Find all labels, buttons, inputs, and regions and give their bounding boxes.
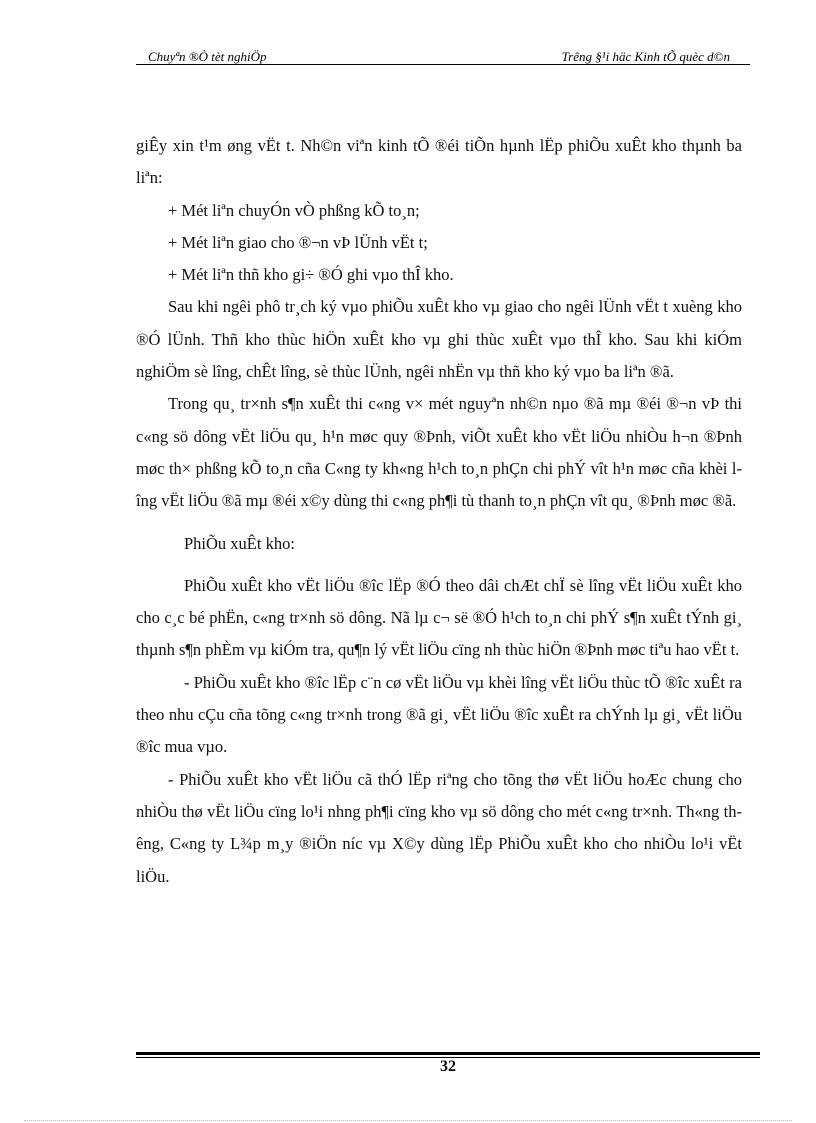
paragraph: - PhiÕu xuÊt kho ®îc lËp c¨n cø vËt liÖu vµ khèi lîng vËt liÖu thùc tÕ ®îc xuÊt ra theo nhu cÇu cña tõng c«ng tr×nh trong ®ã gi¸ vËt liÖu ®îc xuÊt ra chÝnh lµ gi¸ vËt liÖu ®îc mua vµo.	[136, 672, 742, 757]
page-bottom-border	[24, 1120, 792, 1121]
list-item: + Mét liªn giao cho ®¬n vÞ lÜnh vËt t;	[168, 232, 428, 252]
page-number: 32	[440, 1058, 456, 1075]
paragraph-continuation: giÊy xin t¹m øng vËt t. Nh©n viªn kinh tÕ ®éi tiÕn hµnh lËp phiÕu xuÊt kho thµnh ba liªn:	[136, 136, 742, 188]
header-right-text: Trêng §¹i häc Kinh tÕ quèc d©n	[561, 49, 730, 64]
paragraph: Trong qu¸ tr×nh s¶n xuÊt thi c«ng v× mét nguyªn nh©n nµo ®ã mµ ®éi ®¬n vÞ thi c«ng sö dông vËt liÖu qu¸ h¹n møc quy ®Þnh, viÕt xuÊt kho vËt liÖu nhiÒu h¬n ®Þnh møc th× phßng kÕ to¸n cña C«ng ty kh«ng h¹ch to¸n phÇn chi phÝ vît h¹n møc cña khèi lîng vËt liÖu ®ã mµ ®éi x©y dùng thi c«ng ph¶i tù thanh to¸n phÇn vît qu¸ ®Þnh møc ®ã.	[136, 394, 742, 511]
page-header	[136, 48, 750, 68]
paragraph: PhiÕu xuÊt kho vËt liÖu ®îc lËp ®Ó theo dâi chÆt chÏ sè lîng vËt liÖu xuÊt kho cho c¸c bé phËn, c«ng tr×nh sö dông. Nã lµ c¬ së ®Ó h¹ch to¸n chi phÝ s¶n xuÊt tÝnh gi¸ thµnh s¶n phÈm vµ kiÓm tra, qu¶n lý vËt liÖu cïng nh thùc hiÖn ®Þnh møc tiªu hao vËt t.	[136, 575, 742, 660]
list-item: + Mét liªn thñ kho gi÷ ®Ó ghi vµo thÎ kho.	[168, 265, 454, 285]
header-left-text: Chuyªn ®Ò tèt nghiÖp	[148, 49, 267, 64]
paragraph: - PhiÕu xuÊt kho vËt liÖu cã thÓ lËp riªng cho tõng thø vËt liÖu hoÆc chung cho nhiÒu thø vËt liÖu cïng lo¹i nhng ph¶i cïng kho vµ sö dông cho mét c«ng tr×nh. Th«ng thêng, C«ng ty L¾p m¸y ®iÖn níc vµ X©y dùng lËp PhiÕu xuÊt kho cho nhiÒu lo¹i vËt liÖu.	[136, 769, 742, 886]
footer-rule-thick	[136, 1052, 760, 1055]
list-item: + Mét liªn chuyÓn vÒ phßng kÕ to¸n;	[168, 200, 420, 220]
section-heading: PhiÕu xuÊt kho:	[184, 533, 295, 553]
header-rule	[136, 64, 750, 65]
body-text	[136, 130, 742, 893]
paragraph: Sau khi ngêi phô tr¸ch ký vµo phiÕu xuÊt kho vµ giao cho ngêi lÜnh vËt t xuèng kho ®Ó lÜnh. Thñ kho thùc hiÖn xuÊt kho vµ ghi thùc xuÊt vµo thÎ kho. Sau khi kiÓm nghiÖm sè lîng, chÊt lîng, sè thùc lÜnh, ngêi nhËn vµ thñ kho ký vµo ba liªn ®ã.	[136, 297, 742, 382]
